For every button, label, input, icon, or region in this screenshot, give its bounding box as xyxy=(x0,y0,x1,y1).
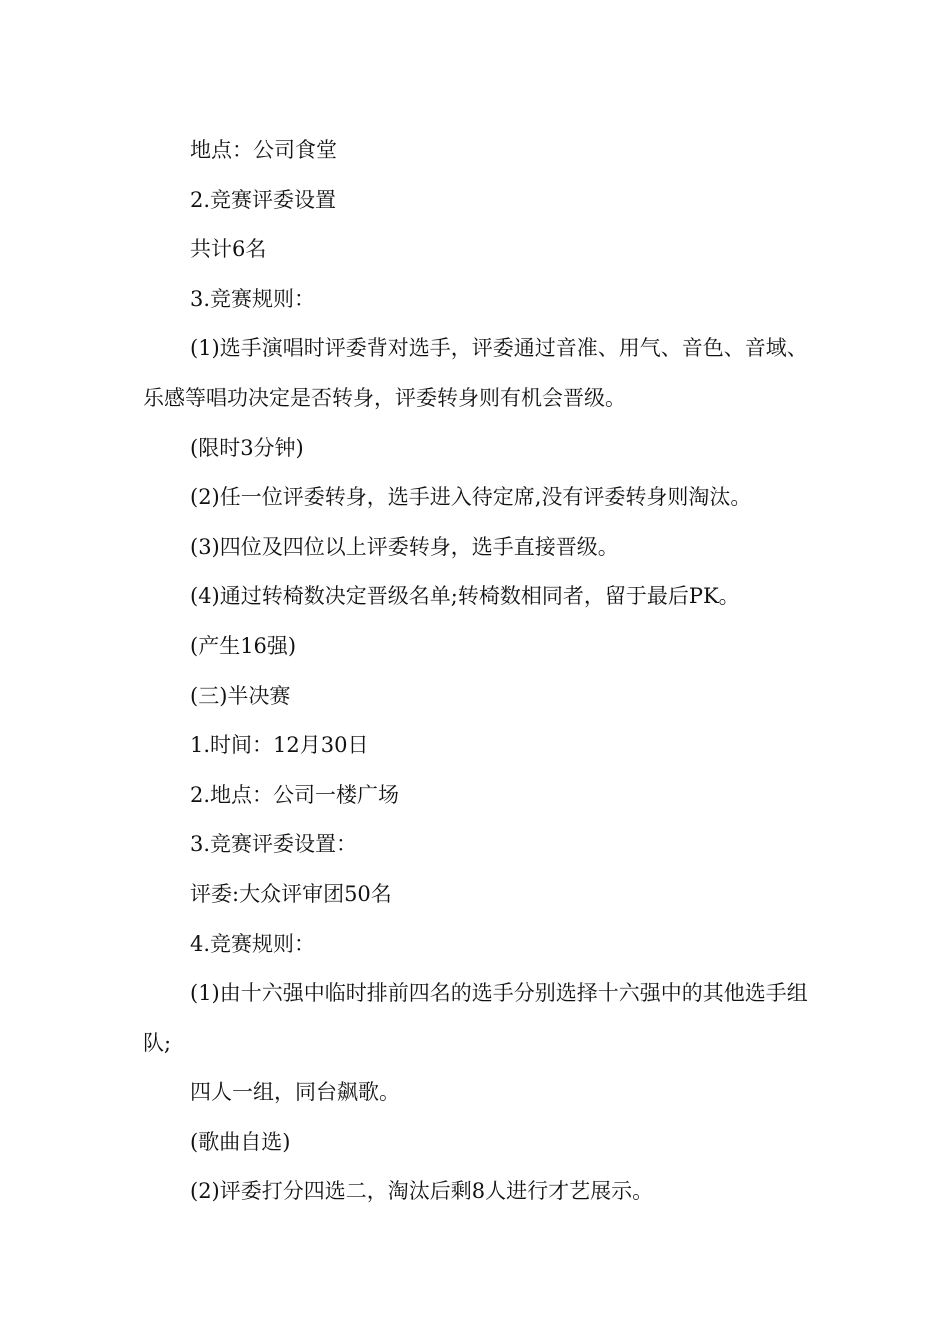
paragraph-semifinal-rule-2: (2)评委打分四选二，淘汰后剩8人进行才艺展示。 xyxy=(190,1179,654,1204)
paragraph-rules-heading: 3.竞赛规则： xyxy=(190,286,316,311)
paragraph-group-of-four: 四人一组，同台飙歌。 xyxy=(190,1080,400,1105)
paragraph-venue-canteen: 地点：公司食堂 xyxy=(190,138,337,162)
paragraph-rule-1: (1)选手演唱时评委背对选手，评委通过音准、用气、音色、音域、乐感等唱功决定是否转身，评委转身则有机会晋级。 xyxy=(143,336,808,410)
paragraph-rule-3: (3)四位及四位以上评委转身，选手直接晋级。 xyxy=(190,534,619,559)
paragraph-semifinal-judges: 评委:大众评审团50名 xyxy=(190,881,392,906)
paragraph-time-limit: (限时3分钟) xyxy=(190,435,304,460)
document-body xyxy=(143,126,813,1217)
paragraph-semifinal-rule-1: (1)由十六强中临时排前四名的选手分别选择十六强中的其他选手组队; xyxy=(143,981,808,1055)
paragraph-semifinal-venue: 2.地点：公司一楼广场 xyxy=(190,782,400,807)
paragraph-semifinal-time: 1.时间：12月30日 xyxy=(190,733,369,758)
paragraph-judges-count: 共计6名 xyxy=(190,237,267,262)
paragraph-rule-2: (2)任一位评委转身，选手进入待定席,没有评委转身则淘汰。 xyxy=(190,485,752,510)
paragraph-rule-4: (4)通过转椅数决定晋级名单;转椅数相同者，留于最后PK。 xyxy=(190,584,740,609)
paragraph-song-choice: (歌曲自选) xyxy=(190,1129,291,1154)
paragraph-semifinal-rules-heading: 4.竞赛规则： xyxy=(190,931,316,956)
paragraph-top-16: (产生16强) xyxy=(190,633,297,658)
paragraph-judges-setup-heading: 2.竞赛评委设置 xyxy=(190,187,337,212)
paragraph-semifinal-heading: (三)半决赛 xyxy=(190,683,291,708)
paragraph-semifinal-judges-heading: 3.竞赛评委设置： xyxy=(190,832,358,857)
